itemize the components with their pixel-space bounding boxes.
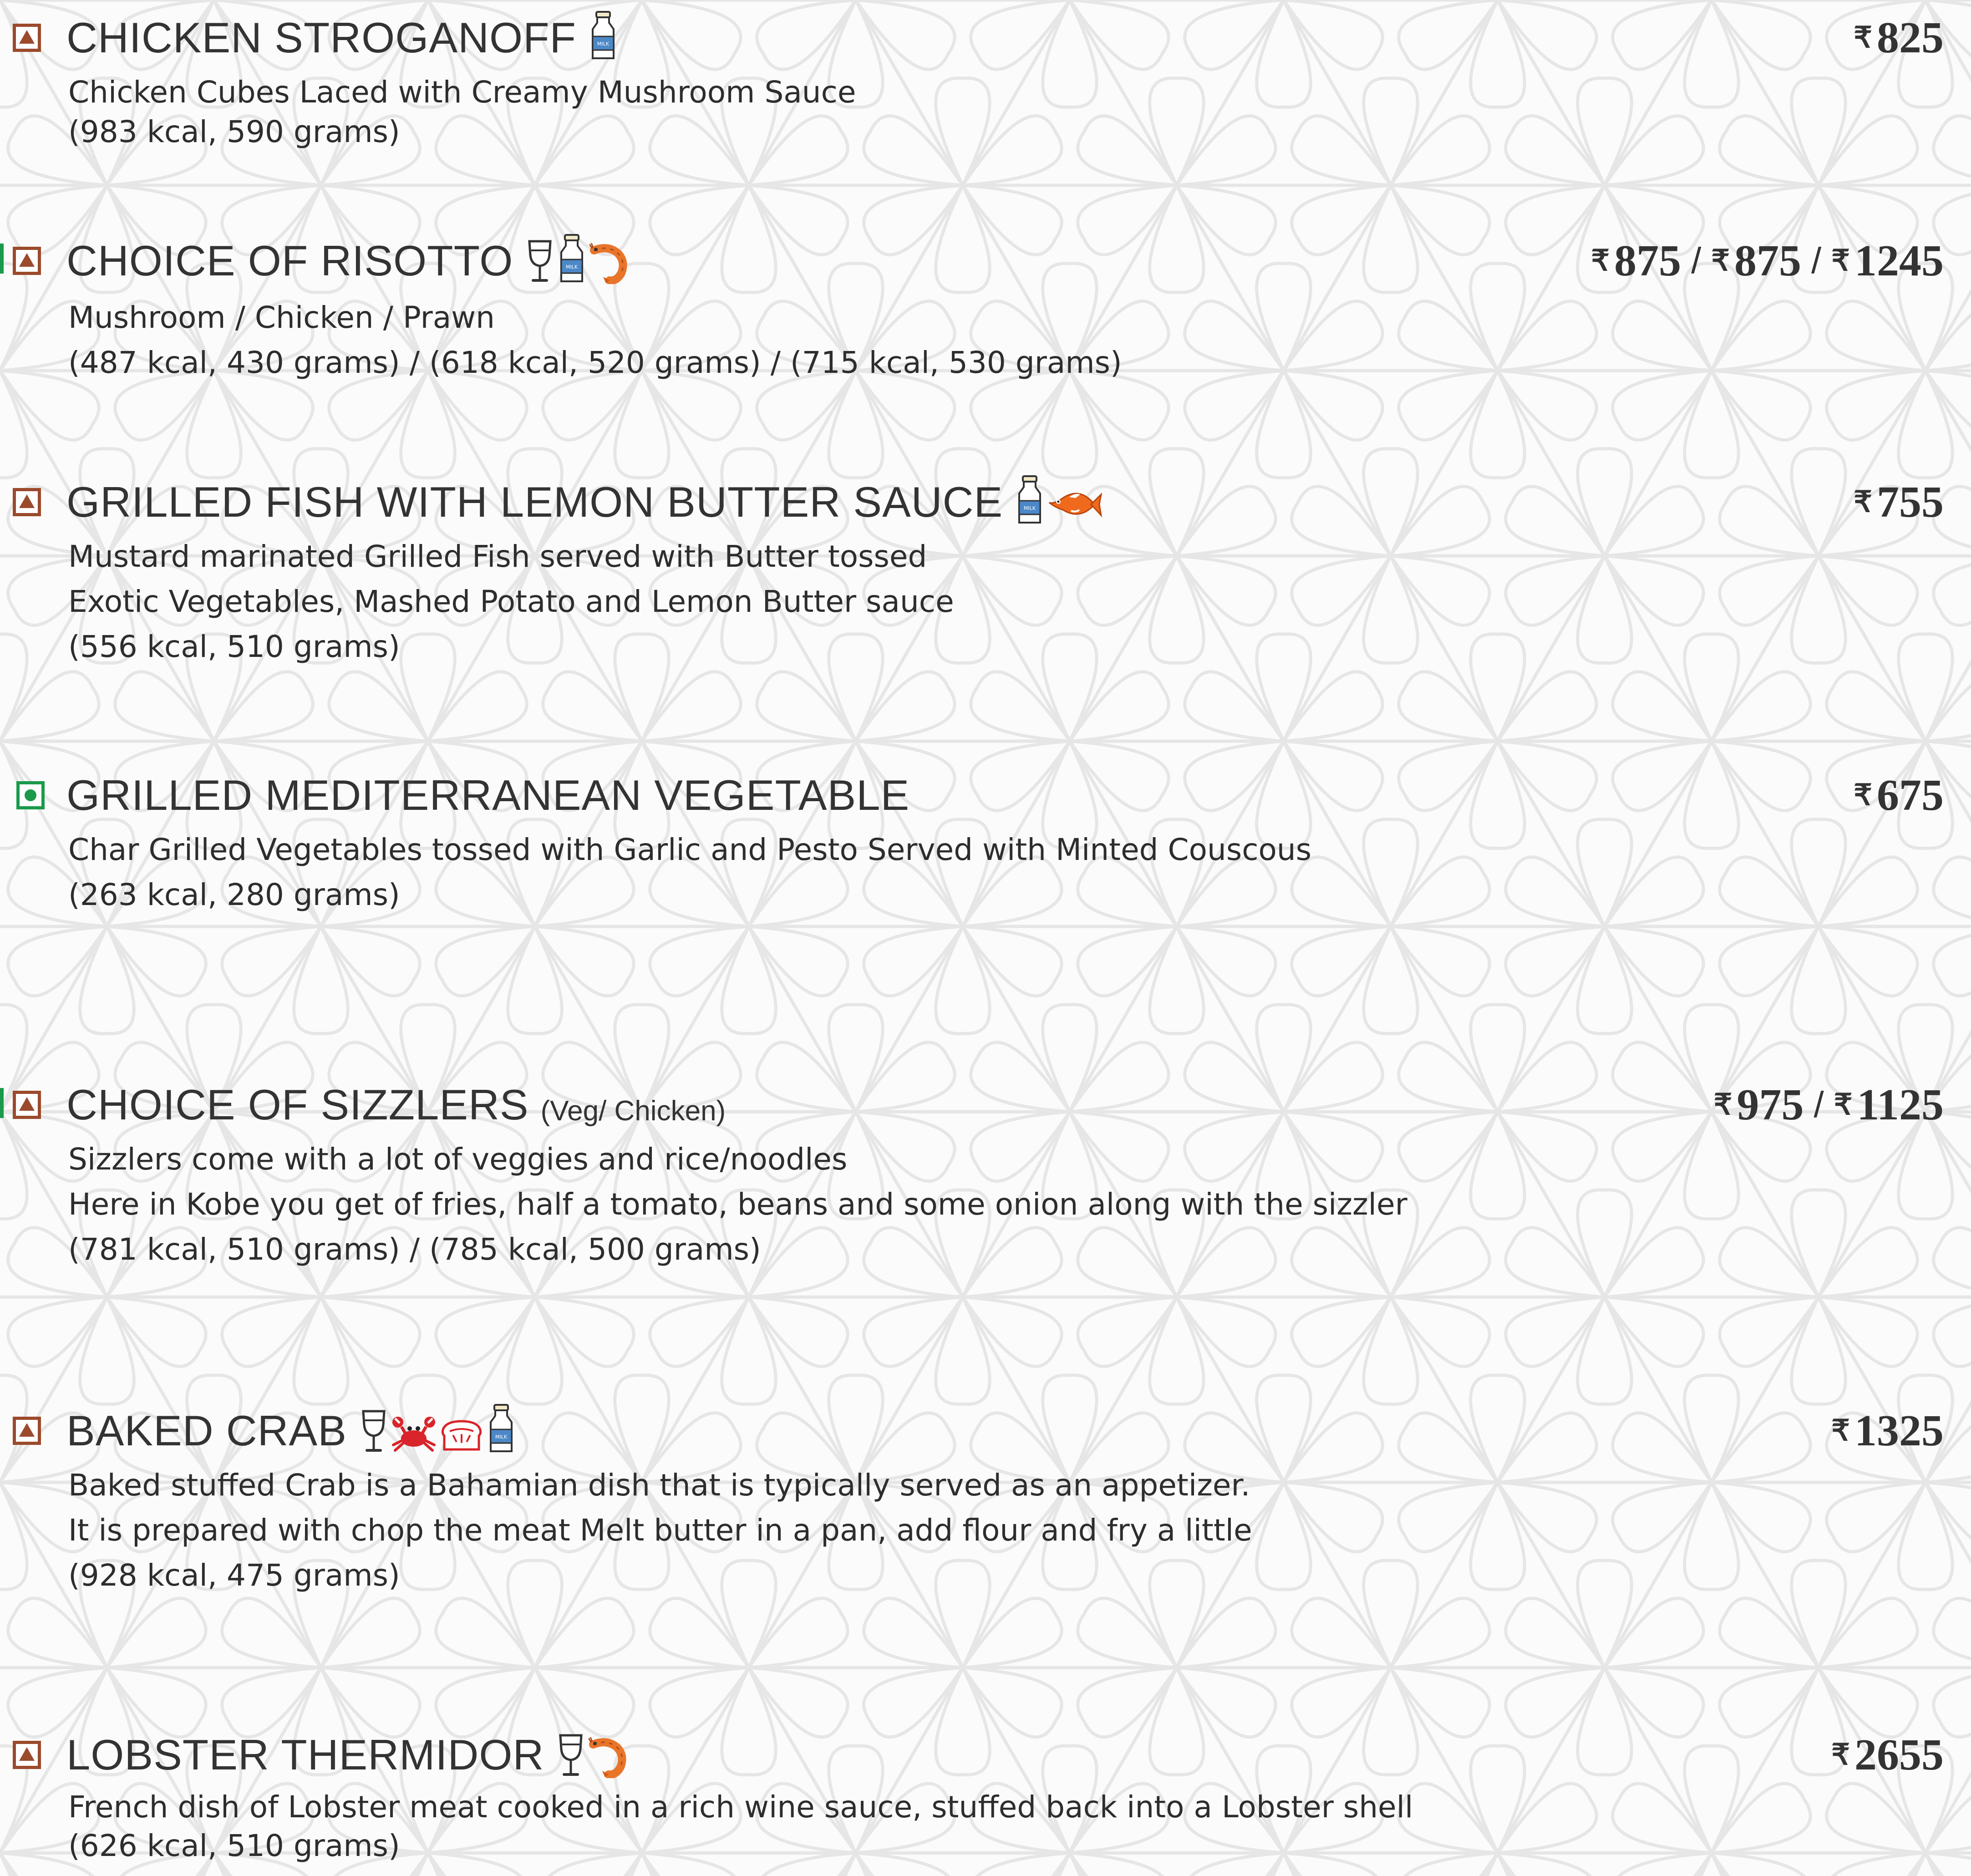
nonveg-icon	[13, 1091, 41, 1119]
bread-icon	[440, 1418, 483, 1454]
rupee-symbol: ₹	[1713, 1088, 1732, 1121]
dish-name: CHOICE OF RISOTTO	[66, 237, 513, 285]
nutrition-info: (556 kcal, 510 grams)	[68, 629, 400, 664]
dish-note: (Veg/ Chicken)	[540, 1095, 726, 1127]
menu-item-title-row	[13, 1730, 627, 1780]
price-value: 875	[1614, 236, 1681, 285]
nutrition-info: (928 kcal, 475 grams)	[68, 1558, 400, 1593]
price-value: 675	[1877, 771, 1944, 820]
crab-icon	[391, 1413, 436, 1454]
price-value: 975	[1737, 1080, 1804, 1129]
rupee-symbol: ₹	[1711, 244, 1730, 277]
menu-item-title-row	[13, 1080, 726, 1130]
svg-text:MILK: MILK	[1024, 505, 1036, 511]
rupee-symbol: ₹	[1854, 779, 1872, 811]
price-value: 755	[1877, 478, 1944, 527]
description-line: Mushroom / Chicken / Prawn	[68, 300, 495, 335]
dish-icons	[557, 1730, 627, 1780]
price-separator: /	[1811, 240, 1822, 281]
veg-strip	[0, 244, 4, 274]
rupee-symbol: ₹	[1854, 21, 1872, 54]
dish-description	[68, 295, 1122, 385]
dish-price	[1854, 13, 1944, 63]
nonveg-icon	[13, 488, 41, 516]
description-line: Chicken Cubes Laced with Creamy Mushroom Sauce	[68, 75, 856, 110]
dish-price	[1714, 1080, 1944, 1130]
dish-name: GRILLED FISH WITH LEMON BUTTER SAUCE	[66, 478, 1003, 526]
nutrition-info: (781 kcal, 510 grams) / (785 kcal, 500 grams)	[68, 1232, 761, 1267]
menu-item-title-row	[13, 1406, 515, 1456]
description-line: Here in Kobe you get of fries, half a tomato, beans and some onion along with the sizzler	[68, 1187, 1407, 1222]
dish-price	[1854, 770, 1944, 820]
description-line: Exotic Vegetables, Mashed Potato and Lemon Butter sauce	[68, 584, 954, 619]
description-line: Sizzlers come with a lot of veggies and rice/noodles	[68, 1142, 848, 1177]
description-line: Baked stuffed Crab is a Bahamian dish that is typically served as an appetizer.	[68, 1468, 1250, 1503]
dish-description	[68, 1463, 1252, 1598]
dish-description	[68, 1784, 1413, 1868]
dish-description	[68, 1137, 1407, 1272]
wine-glass-icon	[526, 239, 554, 284]
svg-text:MILK: MILK	[495, 1434, 507, 1440]
rupee-symbol: ₹	[1834, 1088, 1853, 1121]
nonveg-icon	[13, 1741, 41, 1769]
dish-icons	[1016, 477, 1102, 527]
description-line: It is prepared with chop the meat Melt butter in a pan, add flour and fry a little	[68, 1513, 1252, 1548]
nonveg-icon	[13, 1417, 41, 1445]
nonveg-icon	[13, 24, 41, 52]
prawn-icon	[589, 1737, 627, 1778]
dish-description	[68, 827, 1311, 917]
fish-icon	[1047, 484, 1102, 525]
rupee-symbol: ₹	[1831, 244, 1850, 277]
dish-name: BAKED CRAB	[66, 1407, 347, 1454]
nonveg-icon	[13, 247, 41, 275]
nutrition-info: (263 kcal, 280 grams)	[68, 877, 400, 912]
description-line: Char Grilled Vegetables tossed with Garlic and Pesto Served with Minted Couscous	[68, 832, 1312, 867]
milk-bottle-icon	[558, 234, 586, 284]
wine-glass-icon	[557, 1733, 585, 1778]
menu-item-title-row	[13, 13, 617, 63]
dish-name: LOBSTER THERMIDOR	[66, 1731, 544, 1779]
dish-price	[1831, 1406, 1944, 1456]
dish-price	[1831, 1730, 1944, 1780]
rupee-symbol: ₹	[1831, 1739, 1850, 1771]
dish-icons	[589, 13, 617, 63]
dish-name: CHICKEN STROGANOFF	[66, 14, 576, 61]
rupee-symbol: ₹	[1854, 486, 1872, 518]
dish-description	[68, 70, 856, 154]
veg-strip	[0, 1088, 4, 1118]
rupee-symbol: ₹	[1831, 1414, 1850, 1447]
dish-description	[68, 534, 954, 669]
svg-text:MILK: MILK	[566, 264, 578, 270]
description-line: Mustard marinated Grilled Fish served with Butter tossed	[68, 539, 927, 574]
milk-bottle-icon	[1016, 475, 1044, 525]
price-value: 875	[1734, 236, 1802, 285]
nutrition-info: (487 kcal, 430 grams) / (618 kcal, 520 grams) / (715 kcal, 530 grams)	[68, 345, 1122, 380]
menu-item-title-row	[13, 236, 628, 286]
prawn-icon	[589, 243, 628, 284]
milk-bottle-icon	[487, 1404, 515, 1454]
milk-bottle-icon	[589, 11, 617, 61]
price-value: 1245	[1854, 236, 1944, 285]
price-value: 2655	[1854, 1730, 1944, 1779]
dish-name: GRILLED MEDITERRANEAN VEGETABLE	[66, 771, 910, 819]
menu-item-title-row	[13, 477, 1102, 527]
price-value: 1325	[1854, 1406, 1944, 1455]
rupee-symbol: ₹	[1591, 244, 1610, 277]
price-value: 1125	[1857, 1080, 1944, 1129]
nutrition-info: (983 kcal, 590 grams)	[68, 114, 400, 149]
svg-text:MILK: MILK	[597, 41, 609, 47]
menu-item-title-row	[13, 770, 909, 820]
price-value: 825	[1877, 13, 1944, 62]
dish-price	[1591, 236, 1944, 286]
price-separator: /	[1691, 240, 1702, 281]
dish-icons	[526, 236, 628, 286]
description-line: French dish of Lobster meat cooked in a rich wine sauce, stuffed back into a Lobster shell	[68, 1790, 1413, 1825]
wine-glass-icon	[360, 1408, 388, 1454]
dish-icons	[360, 1406, 515, 1456]
price-separator: /	[1814, 1084, 1824, 1125]
dish-price	[1854, 477, 1944, 527]
dish-name: CHOICE OF SIZZLERS	[66, 1081, 529, 1129]
veg-icon	[16, 781, 45, 809]
nutrition-info: (626 kcal, 510 grams)	[68, 1828, 400, 1863]
